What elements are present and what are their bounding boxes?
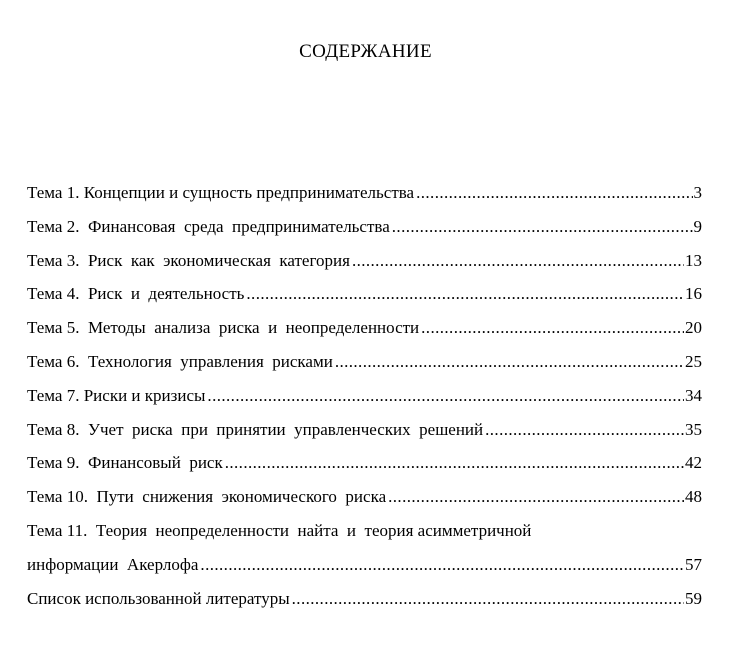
toc-entry-1[interactable] [27, 181, 702, 215]
toc-entry-label: Тема 2. Финансовая среда предпринимательства [27, 216, 390, 236]
toc-entry-label: Тема 3. Риск как экономическая категория [27, 250, 350, 270]
toc-entry-9[interactable] [27, 451, 702, 485]
toc-leader-dots [392, 215, 693, 239]
toc-leader-dots [292, 587, 684, 611]
toc-entry-label: Тема 1. Концепции и сущность предпринимательства [27, 183, 415, 202]
toc-page-number: 9 [693, 216, 702, 236]
toc-entry-label: Тема 8. Учет риска при принятии управленческих решений [27, 419, 484, 439]
toc-leader-dots [207, 384, 684, 408]
toc-entry-label: информации Акерлофа [27, 554, 199, 574]
toc-leader-dots [352, 249, 684, 273]
toc-leader-dots [416, 181, 692, 205]
toc-leader-dots [246, 282, 684, 306]
toc-page-number: 25 [685, 351, 702, 371]
toc-page-number: 20 [685, 318, 702, 338]
toc-entry-label: Тема 7. Риски и кризисы [27, 385, 206, 405]
toc-entry-8[interactable] [27, 418, 702, 452]
toc-entry-3[interactable] [27, 249, 702, 283]
toc-entry-label: Список использованной литературы [27, 588, 290, 608]
toc-entry-4[interactable] [27, 282, 702, 316]
toc-entry-7[interactable] [27, 384, 702, 418]
toc-page-number: 59 [685, 588, 702, 608]
toc-entry-11-first-line[interactable] [27, 519, 702, 553]
toc-page-number: 34 [685, 385, 702, 405]
toc-leader-dots [421, 316, 684, 340]
toc-entry-label: Тема 11. Теория неопределенности найта и теория асимметричной [27, 520, 532, 540]
toc-page-number: 35 [685, 419, 702, 439]
toc-leader-dots [388, 485, 684, 509]
toc-leader-dots [200, 553, 684, 577]
toc-entry-label: Тема 6. Технология управления рисками [27, 351, 333, 371]
toc-leader-dots [485, 418, 684, 442]
toc-entry-label: Тема 5. Методы анализа риска и неопределенности [27, 318, 420, 338]
toc-page-number: 48 [685, 487, 702, 507]
toc-entry-label: Тема 4. Риск и деятельность [27, 284, 245, 304]
toc-entry-2[interactable] [27, 215, 702, 249]
toc-entry-label: Тема 9. Финансовый риск [27, 453, 223, 473]
toc-leader-dots [335, 350, 684, 374]
toc-entry-6[interactable] [27, 350, 702, 384]
toc-entry-5[interactable] [27, 316, 702, 350]
toc-page-number: 57 [685, 554, 702, 574]
page-title: СОДЕРЖАНИЕ [299, 41, 432, 62]
toc-page-number: 3 [693, 183, 702, 202]
table-of-contents [27, 181, 702, 620]
toc-entry-10[interactable] [27, 485, 702, 519]
toc-entry-12[interactable] [27, 587, 702, 621]
toc-entry-11[interactable] [27, 553, 702, 587]
toc-page-number: 13 [685, 250, 702, 270]
toc-page-number: 16 [685, 284, 702, 304]
toc-page-number: 42 [685, 453, 702, 473]
toc-entry-label: Тема 10. Пути снижения экономического риска [27, 487, 387, 507]
toc-leader-dots [225, 451, 684, 475]
